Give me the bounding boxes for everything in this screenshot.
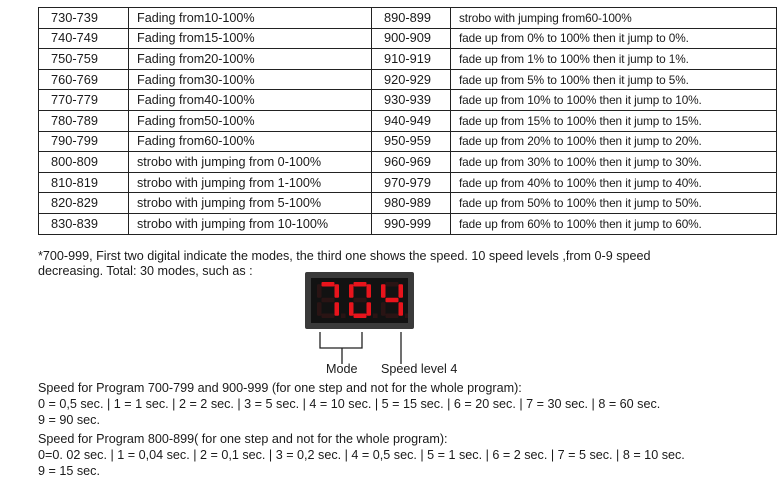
segment-a — [322, 282, 335, 287]
range-cell: 790-799 — [39, 131, 129, 152]
display-screen — [311, 278, 408, 323]
range-cell: 770-779 — [39, 90, 129, 111]
description-cell: fade up from 30% to 100% then it jump to 30%. — [451, 152, 777, 173]
range-cell: 980-989 — [372, 193, 451, 214]
speed-section-b — [38, 431, 778, 479]
range-cell: 760-769 — [39, 69, 129, 90]
range-cell: 970-979 — [372, 172, 451, 193]
segment-b — [399, 284, 404, 298]
table-row — [39, 69, 777, 90]
range-cell: 810-819 — [39, 172, 129, 193]
description-cell: strobo with jumping from60-100% — [451, 8, 777, 29]
mode-table — [38, 7, 777, 235]
range-cell: 950-959 — [372, 131, 451, 152]
mode-bracket — [320, 332, 362, 348]
speed-b-line-2: 9 = 15 sec. — [38, 464, 100, 478]
segment-d — [386, 314, 399, 319]
range-cell: 940-949 — [372, 110, 451, 131]
mode-label: Mode — [326, 362, 358, 376]
table-row — [39, 8, 777, 29]
range-cell: 910-919 — [372, 49, 451, 70]
range-cell: 730-739 — [39, 8, 129, 29]
seven-segment-display — [305, 272, 414, 329]
display-digit — [317, 282, 346, 318]
speed-section-a — [38, 380, 778, 428]
description-cell: Fading from10-100% — [129, 8, 372, 29]
range-cell: 750-759 — [39, 49, 129, 70]
decimal-point — [405, 314, 408, 319]
description-cell: fade up from 50% to 100% then it jump to 50%. — [451, 193, 777, 214]
description-cell: Fading from30-100% — [129, 69, 372, 90]
decimal-point — [373, 314, 378, 319]
segment-a — [354, 282, 367, 287]
range-cell: 960-969 — [372, 152, 451, 173]
table-row — [39, 110, 777, 131]
segment-b — [335, 284, 340, 298]
display-digits — [311, 278, 408, 323]
speed-b-title: Speed for Program 800-899( for one step and not for the whole program): — [38, 432, 448, 446]
table-row — [39, 152, 777, 173]
segment-c — [335, 302, 340, 316]
segment-f — [381, 284, 386, 298]
display-digit — [381, 282, 408, 318]
segment-d — [322, 314, 335, 319]
segment-c — [367, 302, 372, 316]
range-cell: 900-909 — [372, 28, 451, 49]
range-cell: 780-789 — [39, 110, 129, 131]
description-cell: strobo with jumping from 1-100% — [129, 172, 372, 193]
range-cell: 920-929 — [372, 69, 451, 90]
range-cell: 830-839 — [39, 213, 129, 234]
table-row — [39, 90, 777, 111]
segment-f — [317, 284, 322, 298]
table-row — [39, 172, 777, 193]
segment-g — [354, 298, 367, 303]
display-digit — [349, 282, 378, 318]
table-row — [39, 28, 777, 49]
segment-b — [367, 284, 372, 298]
range-cell: 740-749 — [39, 28, 129, 49]
description-cell: Fading from50-100% — [129, 110, 372, 131]
description-cell: fade up from 0% to 100% then it jump to 0%. — [451, 28, 777, 49]
range-cell: 820-829 — [39, 193, 129, 214]
note-line-2: decreasing. Total: 30 modes, such as : — [38, 264, 253, 278]
segment-e — [381, 302, 386, 316]
description-cell: fade up from 40% to 100% then it jump to 40%. — [451, 172, 777, 193]
display-brackets — [300, 330, 420, 366]
description-cell: fade up from 20% to 100% then it jump to 20%. — [451, 131, 777, 152]
segment-c — [399, 302, 404, 316]
description-cell: strobo with jumping from 5-100% — [129, 193, 372, 214]
segment-f — [349, 284, 354, 298]
description-cell: fade up from 15% to 100% then it jump to 15%. — [451, 110, 777, 131]
range-cell: 990-999 — [372, 213, 451, 234]
range-cell: 930-939 — [372, 90, 451, 111]
description-cell: Fading from15-100% — [129, 28, 372, 49]
table-row — [39, 193, 777, 214]
speed-level-label: Speed level 4 — [381, 362, 458, 376]
description-cell: strobo with jumping from 10-100% — [129, 213, 372, 234]
segment-d — [354, 314, 367, 319]
table-row — [39, 49, 777, 70]
segment-e — [349, 302, 354, 316]
range-cell: 800-809 — [39, 152, 129, 173]
speed-b-line-1: 0=0. 02 sec. | 1 = 0,04 sec. | 2 = 0,1 sec. | 3 = 0,2 sec. | 4 = 0,5 sec. | 5 = 1 sec. | 6 = 2 sec. | 7 = 5 sec. | 8 = 10 sec. — [38, 448, 685, 462]
note-line-1: *700-999, First two digital indicate the modes, the third one shows the speed. 10 speed levels ,from 0-9 speed — [38, 249, 651, 263]
speed-a-title: Speed for Program 700-799 and 900-999 (for one step and not for the whole program): — [38, 381, 522, 395]
table-row — [39, 213, 777, 234]
decimal-point — [341, 314, 346, 319]
segment-g — [386, 298, 399, 303]
description-cell: fade up from 60% to 100% then it jump to 60%. — [451, 213, 777, 234]
segment-a — [386, 282, 399, 287]
range-cell: 890-899 — [372, 8, 451, 29]
description-cell: fade up from 5% to 100% then it jump to 5%. — [451, 69, 777, 90]
description-cell: fade up from 10% to 100% then it jump to 10%. — [451, 90, 777, 111]
description-cell: Fading from60-100% — [129, 131, 372, 152]
table-row — [39, 131, 777, 152]
description-cell: strobo with jumping from 0-100% — [129, 152, 372, 173]
speed-a-line-2: 9 = 90 sec. — [38, 413, 100, 427]
description-cell: Fading from20-100% — [129, 49, 372, 70]
segment-e — [317, 302, 322, 316]
speed-a-line-1: 0 = 0,5 sec. | 1 = 1 sec. | 2 = 2 sec. | 3 = 5 sec. | 4 = 10 sec. | 5 = 15 sec. | 6 = 20 sec. | 7 = 30 sec. | 8 = 60 sec. — [38, 397, 661, 411]
segment-g — [322, 298, 335, 303]
description-cell: fade up from 1% to 100% then it jump to 1%. — [451, 49, 777, 70]
description-cell: Fading from40-100% — [129, 90, 372, 111]
